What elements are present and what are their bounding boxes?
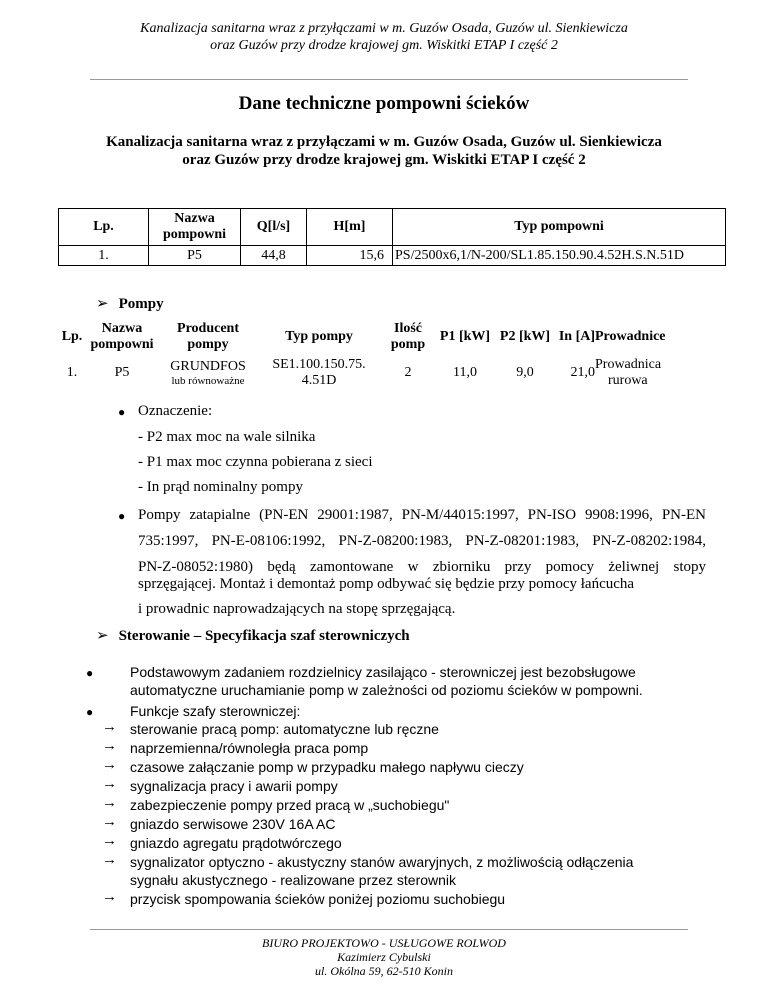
table-header-row [57,319,719,355]
arrow-right-icon: → [102,795,117,811]
typ-line-1: SE1.100.150.75. [272,357,366,372]
col-producent: Producent pompy [177,321,239,352]
sterowanie-heading-text: Sterowanie – Specyfikacja szaf sterowniczych [118,628,410,644]
function-item: sygnalizacja pracy i awarii pompy [130,778,338,794]
pumps-table [57,319,719,391]
arrow-right-icon: → [102,757,117,773]
producent-note: lub równoważne [171,374,245,387]
table-row [57,355,719,391]
pompy-text-line-1: Pompy zatapialne (PN-EN 29001:1987, PN-M/44015:1997, PN-ISO 9908:1996, PN-EN [138,507,706,523]
header-line-2: oraz Guzów przy drodze krajowej gm. Wiskitki ETAP I część 2 [210,38,558,53]
col-p1: P1 [kW] [439,329,491,344]
cell-prowadnice [595,355,719,391]
oznaczenie-item-2: - P1 max moc czynna pobierana z sieci [138,454,373,470]
col-typ-pompy: Typ pompy [285,329,353,344]
cell-q: 44,8 [241,246,307,266]
bullet-icon: ● [118,405,126,419]
prowadnice-line-1: Prowadnica [595,357,662,372]
col-lp: Lp. [59,209,149,246]
arrow-right-icon: → [102,814,117,830]
bullet-icon: ● [86,666,94,680]
subtitle-line-2: oraz Guzów przy drodze krajowej gm. Wiskitki ETAP I część 2 [182,152,586,168]
oznaczenie-item-1: - P2 max moc na wale silnika [138,429,316,445]
footer-line-2: Kazimierz Cybulski [337,950,431,964]
pumping-station-table [58,208,726,266]
table-row [59,246,726,266]
subtitle-line-1: Kanalizacja sanitarna wraz z przyłączami w m. Guzów Osada, Guzów ul. Sienkiewicza [106,134,662,150]
page-footer [0,936,768,978]
cell-p2: 9,0 [516,365,534,380]
cell-lp: 1. [59,246,149,266]
footer-line-3: ul. Okólna 59, 62-510 Konin [315,964,453,978]
prowadnice-line-2: rurowa [608,373,648,388]
pompy-heading-text: Pompy [118,296,164,312]
footer-line-1: BIURO PROJEKTOWO - USŁUGOWE ROLWOD [262,936,506,950]
cell-h: 15,6 [307,246,393,266]
col-nazwa: Nazwa pompowni [90,321,154,352]
footer-divider [90,929,688,930]
pompy-text-line-2: 735:1997, PN-E-08106:1992, PN-Z-08200:1983, PN-Z-08201:1983, PN-Z-08202:1984, [138,533,706,549]
cell-typ-pompy [259,355,379,391]
page-header [0,20,768,54]
col-prowadnice: Prowadnice [595,329,666,344]
arrow-bullet-icon: ➢ [96,628,109,644]
arrow-right-icon: → [102,719,117,735]
function-item: gniazdo agregatu prądotwórczego [130,835,342,851]
oznaczenie-label: Oznaczenie: [138,403,213,419]
pompy-text-line-3: PN-Z-08052:1980) będą zamontowane w zbiorniku przy pomocy żeliwnej stopy [138,559,706,575]
typ-line-2: 4.51D [301,373,337,388]
arrow-right-icon: → [102,776,117,792]
pompy-text-line-4: sprzęgającej. Montaż i demontaż pomp odbywać się będzie przy pomocy łańcucha [138,576,635,592]
col-p2: P2 [kW] [499,329,551,344]
cell-in: 21,0 [570,365,595,380]
col-in: In [A] [558,329,595,344]
header-divider [90,79,688,80]
oznaczenie-item-3: - In prąd nominalny pompy [138,479,303,495]
function-item: gniazdo serwisowe 230V 16A AC [130,816,336,832]
col-typ: Typ pompowni [393,209,726,246]
arrow-right-icon: → [102,852,117,868]
subtitle [0,133,768,169]
sterowanie-para1-line2: automatyczne uruchamianie pomp w zależności od poziomu ścieków w pompowni. [130,682,643,698]
col-nazwa: Nazwa pompowni [149,209,241,246]
function-item: sygnalizator optyczno - akustyczny stanów awaryjnych, z możliwością odłączenia [130,854,634,870]
pompy-text-line-5: i prowadnic naprowadzających na stopę sprzęgającą. [138,601,456,617]
arrow-right-icon: → [102,889,117,905]
sterowanie-heading [96,626,410,645]
function-item: naprzemienna/równoległa praca pomp [130,740,369,756]
cell-lp: 1. [66,365,78,380]
col-h: H[m] [307,209,393,246]
cell-ilosc: 2 [404,365,412,380]
header-line-1: Kanalizacja sanitarna wraz z przyłączami w m. Guzów Osada, Guzów ul. Sienkiewicza [140,21,628,36]
cell-typ: PS/2500x6,1/N-200/SL1.85.150.90.4.52H.S.N.51D [393,246,726,266]
arrow-bullet-icon: ➢ [96,296,109,312]
table-header-row [59,209,726,246]
bullet-icon: ● [86,705,94,719]
col-lp: Lp. [61,329,83,344]
page-title: Dane techniczne pompowni ścieków [238,93,530,114]
function-item: czasowe załączanie pomp w przypadku małego napływu cieczy [130,759,524,775]
arrow-right-icon: → [102,738,117,754]
bullet-icon: ● [118,509,126,523]
sterowanie-para1-line1: Podstawowym zadaniem rozdzielnicy zasilająco - sterowniczej jest bezobsługowe [130,664,636,680]
col-ilosc: Ilość pomp [390,321,426,352]
producent-name: GRUNDFOS [170,358,246,374]
sterowanie-para2: Funkcje szafy sterowniczej: [130,703,301,719]
pompy-heading [96,294,164,313]
function-item: sterowanie pracą pomp: automatyczne lub ręczne [130,721,439,737]
function-item: zabezpieczenie pompy przed pracą w „suchobiegu" [130,797,450,813]
cell-nazwa: P5 [149,246,241,266]
cell-producent [157,355,259,391]
cell-nazwa: P5 [114,365,130,380]
function-item: przycisk spompowania ścieków poniżej poziomu suchobiegu [130,891,506,907]
col-q: Q[l/s] [241,209,307,246]
arrow-right-icon: → [102,833,117,849]
cell-p1: 11,0 [453,365,477,380]
function-item-continuation: sygnału akustycznego - realizowane przez sterownik [130,872,457,888]
